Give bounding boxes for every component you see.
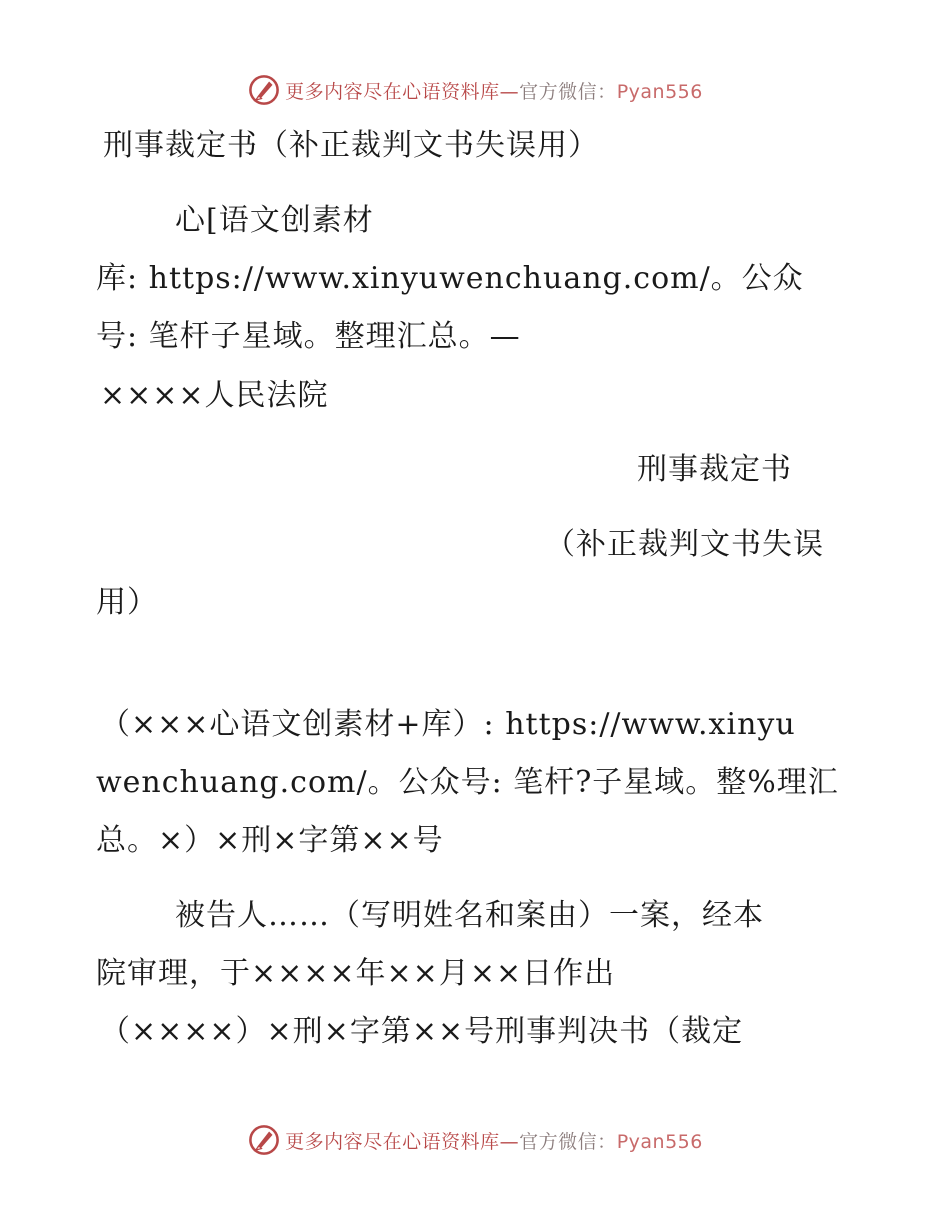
body-paragraph-line: 院审理，于××××年××月××日作出 [96,956,616,991]
header-watermark-banner [0,70,950,110]
heading-criminal-ruling: 刑事裁定书 [637,452,792,487]
text-line: 号: 笔杆子星域。整理汇总。— [96,319,521,354]
body-paragraph-line: （××××）×刑×字第××号刑事判决书（裁定 [100,1014,744,1049]
case-number-line: （×××心语文创素材+库）: https://www.xinyu [100,707,796,742]
heading-subtitle-continued: 用） [96,585,158,620]
footer-wechat-id: Pyan556 [616,1130,703,1153]
header-dash: — [499,80,520,103]
header-banner-text [285,77,703,104]
case-number-line: wenchuang.com/。公众号: 笔杆?子星域。整%理汇 [96,765,839,800]
footer-site-text: 更多内容尽在心语资料库 [285,1130,500,1153]
pen-nib-logo-icon [247,1123,281,1157]
header-site-text: 更多内容尽在心语资料库 [285,80,500,103]
court-name: ××××人民法院 [100,378,329,413]
header-wechat-label: 官方微信： [519,80,617,103]
body-paragraph-line: 被告人……（写明姓名和案由）一案，经本 [175,898,764,933]
case-number-line: 总。×）×刑×字第××号 [96,823,444,858]
heading-subtitle: （补正裁判文书失误 [545,527,824,562]
pen-nib-logo-icon [247,73,281,107]
document-title: 刑事裁定书（补正裁判文书失误用） [103,128,599,163]
text-line: 库: https://www.xinyuwenchuang.com/。公众 [96,261,804,296]
footer-wechat-label: 官方微信： [519,1130,617,1153]
header-wechat-id: Pyan556 [616,80,703,103]
text-line: 心[语文创素材 [175,203,374,238]
footer-watermark-banner [0,1120,950,1160]
footer-dash: — [499,1130,520,1153]
footer-banner-text [285,1127,703,1154]
